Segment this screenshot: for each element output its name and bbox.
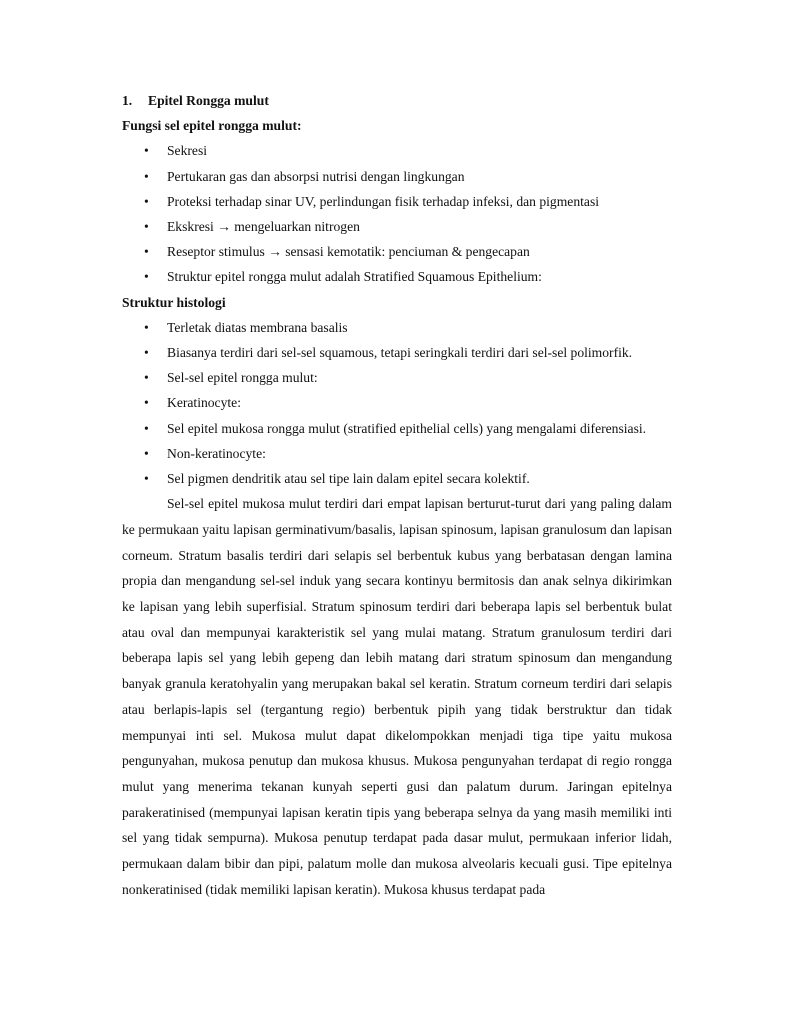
list-item — [122, 214, 672, 239]
list-item — [122, 340, 672, 365]
list-item-text: Sekresi — [167, 143, 208, 159]
list-item — [122, 441, 672, 466]
list-item — [122, 138, 672, 163]
list-item — [122, 416, 672, 441]
bullet-icon: • — [144, 168, 149, 184]
list-item-text: Struktur epitel rongga mulut adalah Stratified Squamous Epithelium: — [167, 269, 542, 285]
list-item — [122, 466, 672, 491]
list-item-text: Sel-sel epitel rongga mulut: — [167, 370, 318, 386]
section-number: 1. — [122, 93, 133, 108]
list-item-text: Biasanya terdiri dari sel-sel squamous, tetapi seringkali terdiri dari sel-sel polimorfik. — [167, 345, 633, 361]
bullet-icon: • — [144, 219, 149, 235]
list-item — [122, 164, 672, 189]
struktur-list — [122, 315, 672, 491]
bullet-icon: • — [144, 345, 149, 361]
list-item-text: Sel epitel mukosa rongga mulut (stratified epithelial cells) yang mengalami diferensiasi. — [167, 420, 647, 436]
bullet-icon: • — [144, 395, 149, 411]
list-item — [122, 264, 672, 289]
list-item-text: Pertukaran gas dan absorpsi nutrisi dengan lingkungan — [167, 168, 465, 184]
bullet-icon: • — [144, 445, 149, 461]
list-item — [122, 390, 672, 415]
document-page — [122, 88, 672, 903]
bullet-icon: • — [144, 420, 149, 436]
fungsi-list — [122, 138, 672, 289]
list-item-text: Keratinocyte: — [167, 395, 241, 411]
bullet-icon: • — [144, 319, 149, 335]
list-item — [122, 365, 672, 390]
list-item — [122, 315, 672, 340]
fungsi-heading: Fungsi sel epitel rongga mulut: — [122, 118, 302, 134]
list-item — [122, 189, 672, 214]
list-item — [122, 239, 672, 264]
section-title: Epitel Rongga mulut — [148, 93, 269, 108]
section-heading — [122, 88, 672, 113]
bullet-icon: • — [144, 269, 149, 285]
bullet-icon: • — [144, 244, 149, 260]
body-paragraph: Sel-sel epitel mukosa mulut terdiri dari empat lapisan berturut-turut dari yang paling dalam ke permukaan yaitu lapisan germinativum/basalis, lapisan spinosum, lapisan granulosum dan lapisan corneum. Stratum basalis terdiri dari selapis sel berbentuk kubus yang berbatasan dengan lamina propia dan mengandung sel-sel induk yang secara kontinyu bermitosis dan anak selnya dikirimkan ke lapisan yang lebih superfisial. Stratum spinosum terdiri dari beberapa lapis sel berbentuk bulat atau oval dan mempunyai karakteristik sel yang mulai matang. Stratum granulosum terdiri dari beberapa lapis sel yang lebih gepeng dan lebih matang dari stratum spinosum dan mengandung banyak granula keratohyalin yang merupakan bakal sel keratin. Stratum corneum terdiri dari selapis atau berlapis-lapis sel (tergantung regio) berbentuk pipih yang tidak berstruktur dan tidak mempunyai inti sel. Mukosa mulut dapat dikelompokkan menjadi tiga tipe yaitu mukosa pengunyahan, mukosa penutup dan mukosa khusus. Mukosa pengunyahan terdapat di regio rongga mulut yang menerima tekanan kunyah seperti gusi dan palatum durum. Jaringan epitelnya parakeratinised (mempunyai lapisan keratin tipis yang beberapa selnya da yang masih memiliki inti sel yang tidak sempurna). Mukosa penutup terdapat pada dasar mulut, permukaan inferior lidah, permukaan dalam bibir dan pipi, palatum molle dan mukosa alveolaris kecuali gusi. Tipe epitelnya nonkeratinised (tidak memiliki lapisan keratin). Mukosa khusus terdapat pada — [122, 496, 672, 897]
bullet-icon: • — [144, 143, 149, 159]
list-item-text: Sel pigmen dendritik atau sel tipe lain dalam epitel secara kolektif. — [167, 471, 530, 487]
list-item-text: Non-keratinocyte: — [167, 445, 266, 461]
list-item-text: Ekskresi → mengeluarkan nitrogen — [167, 219, 360, 235]
list-item-text: Proteksi terhadap sinar UV, perlindungan fisik terhadap infeksi, dan pigmentasi — [167, 193, 600, 209]
struktur-heading: Struktur histologi — [122, 294, 226, 310]
bullet-icon: • — [144, 193, 149, 209]
bullet-icon: • — [144, 370, 149, 386]
list-item-text: Terletak diatas membrana basalis — [167, 319, 348, 335]
bullet-icon: • — [144, 471, 149, 487]
list-item-text: Reseptor stimulus → sensasi kemotatik: penciuman & pengecapan — [167, 244, 530, 260]
